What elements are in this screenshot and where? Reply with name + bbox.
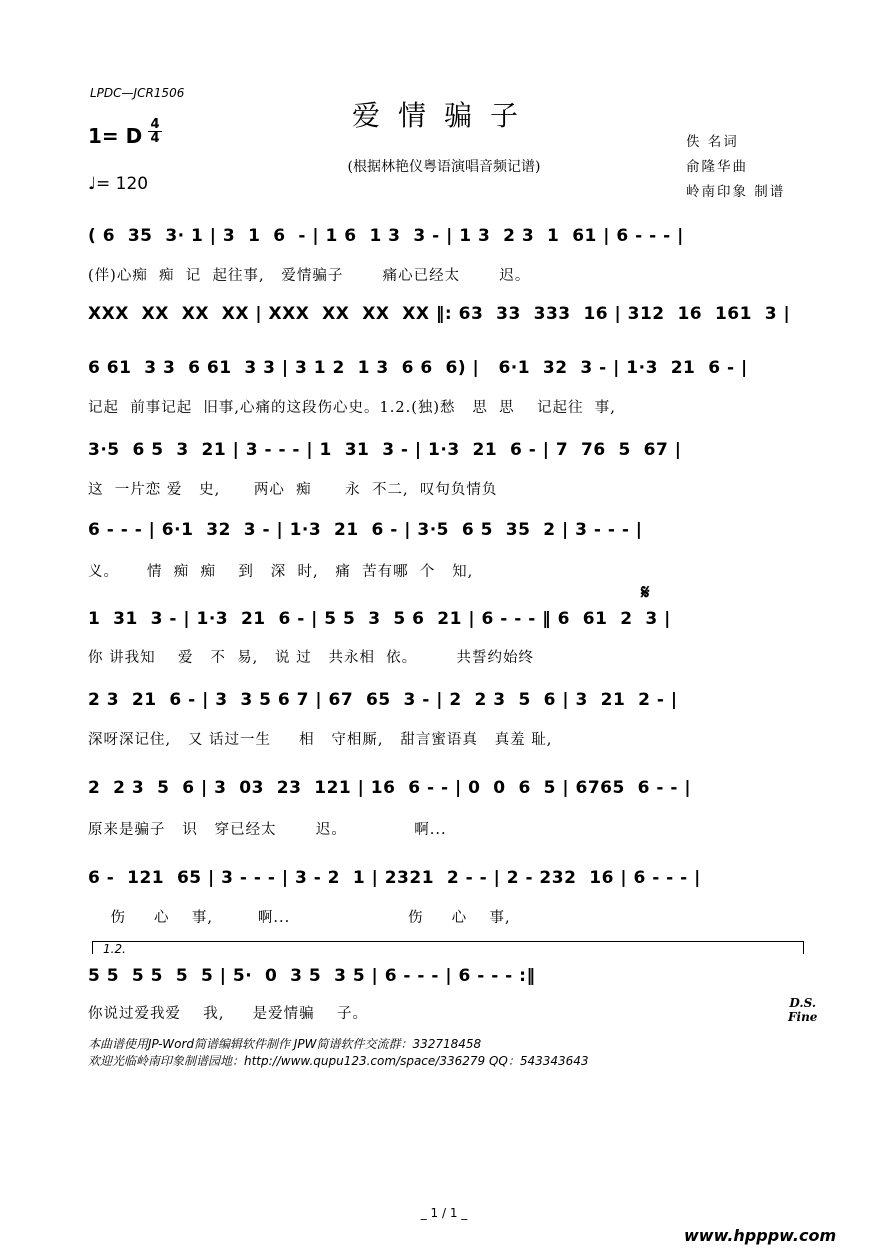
ds-label: D.S. bbox=[789, 996, 816, 1010]
fine-label: Fine bbox=[788, 1010, 818, 1024]
volta-bracket bbox=[92, 941, 804, 954]
score-lyrics-line: 原来是骗子 识 穿已经太 迟。 啊... bbox=[88, 822, 447, 838]
footer-line: 欢迎光临岭南印象制谱园地：http://www.qupu123.com/space/336279 QQ：543343643 bbox=[88, 1054, 589, 1068]
score-music-line: 6 61 3 3 6 61 3 3 | 3 1 2 1 3 6 6 6) | 6·1 32 3 - | 1·3 21 6 - | bbox=[88, 358, 748, 378]
page-number: _ 1 / 1 _ bbox=[420, 1206, 468, 1220]
score-lyrics-line: 这 一片恋 爱 史, 两心 痴 永 不二, 叹句负情负 bbox=[88, 482, 498, 498]
score-music-line: 1 31 3 - | 1·3 21 6 - | 5 5 3 5 6 21 | 6 - - - ‖ 6 61 2 3 | bbox=[88, 609, 671, 629]
score-music-line: XXX XX XX XX | XXX XX XX XX ‖: 63 33 333 16 | 312 16 161 3 | bbox=[88, 304, 791, 324]
key-signature: 1= D bbox=[88, 124, 143, 148]
score-lyrics-line: 深呀深记住, 又 话过一生 相 守相厮, 甜言蜜语真 真羞 耻, bbox=[88, 732, 553, 748]
time-numerator: 4 bbox=[150, 117, 160, 132]
score-music-line: 5 5 5 5 5 5 | 5· 0 3 5 3 5 | 6 - - - | 6 - - - :‖ bbox=[88, 966, 536, 986]
site-watermark: www.hpppw.com bbox=[684, 1226, 837, 1245]
score-lyrics-line: 你说过爱我爱 我, 是爱情骗 子。 bbox=[88, 1006, 369, 1022]
score-music-line: 2 3 21 6 - | 3 3 5 6 7 | 67 65 3 - | 2 2 3 5 6 | 3 21 2 - | bbox=[88, 690, 678, 710]
score-music-line: 6 - 121 65 | 3 - - - | 3 - 2 1 | 2321 2 - - | 2 - 232 16 | 6 - - - | bbox=[88, 868, 701, 888]
volta-label: 1.2. bbox=[103, 942, 126, 956]
time-signature bbox=[148, 118, 162, 145]
song-title: 爱情骗子 bbox=[351, 99, 536, 132]
score-code: LPDC—JCR1506 bbox=[90, 86, 185, 100]
credit-transcriber: 岭南印象 制谱 bbox=[686, 184, 786, 200]
score-lyrics-line: 记起 前事记起 旧事,心痛的这段伤心史。1.2.(独)愁 思 思 记起往 事, bbox=[88, 400, 616, 416]
time-denominator: 4 bbox=[148, 131, 162, 145]
score-lyrics-line: 伤 心 事, 啊... 伤 心 事, bbox=[88, 910, 511, 926]
credit-composer: 俞隆华曲 bbox=[686, 159, 748, 175]
score-music-line: 3·5 6 5 3 21 | 3 - - - | 1 31 3 - | 1·3 21 6 - | 7 76 5 67 | bbox=[88, 440, 682, 460]
tempo-marking: ♩= 120 bbox=[88, 174, 149, 194]
score-lyrics-line: (伴)心痴 痴 记 起往事, 爱情骗子 痛心已经太 迟。 bbox=[88, 268, 531, 284]
score-music-line: ( 6 35 3· 1 | 3 1 6 - | 1 6 1 3 3 - | 1 3 2 3 1 61 | 6 - - - | bbox=[88, 226, 684, 246]
score-music-line: 2 2 3 5 6 | 3 03 23 121 | 16 6 - - | 0 0 6 5 | 6765 6 - - | bbox=[88, 778, 692, 798]
segno-sign: 𝄋 bbox=[641, 580, 650, 604]
credit-lyricist: 佚 名词 bbox=[686, 134, 739, 150]
song-subtitle: (根据林艳仪粤语演唱音频记谱) bbox=[347, 159, 541, 175]
score-music-line: 6 - - - | 6·1 32 3 - | 1·3 21 6 - | 3·5 6 5 35 2 | 3 - - - | bbox=[88, 520, 643, 540]
score-lyrics-line: 义。 情 痴 痴 到 深 时, 痛 苦有哪 个 知, bbox=[88, 564, 474, 580]
footer-line: 本曲谱使用JP-Word简谱编辑软件制作 JPW简谱软件交流群：332718458 bbox=[88, 1037, 482, 1051]
ds-fine-marking bbox=[788, 996, 817, 1024]
score-lyrics-line: 你 讲我知 爱 不 易, 说 过 共永相 依。 共誓约始终 bbox=[88, 650, 534, 666]
